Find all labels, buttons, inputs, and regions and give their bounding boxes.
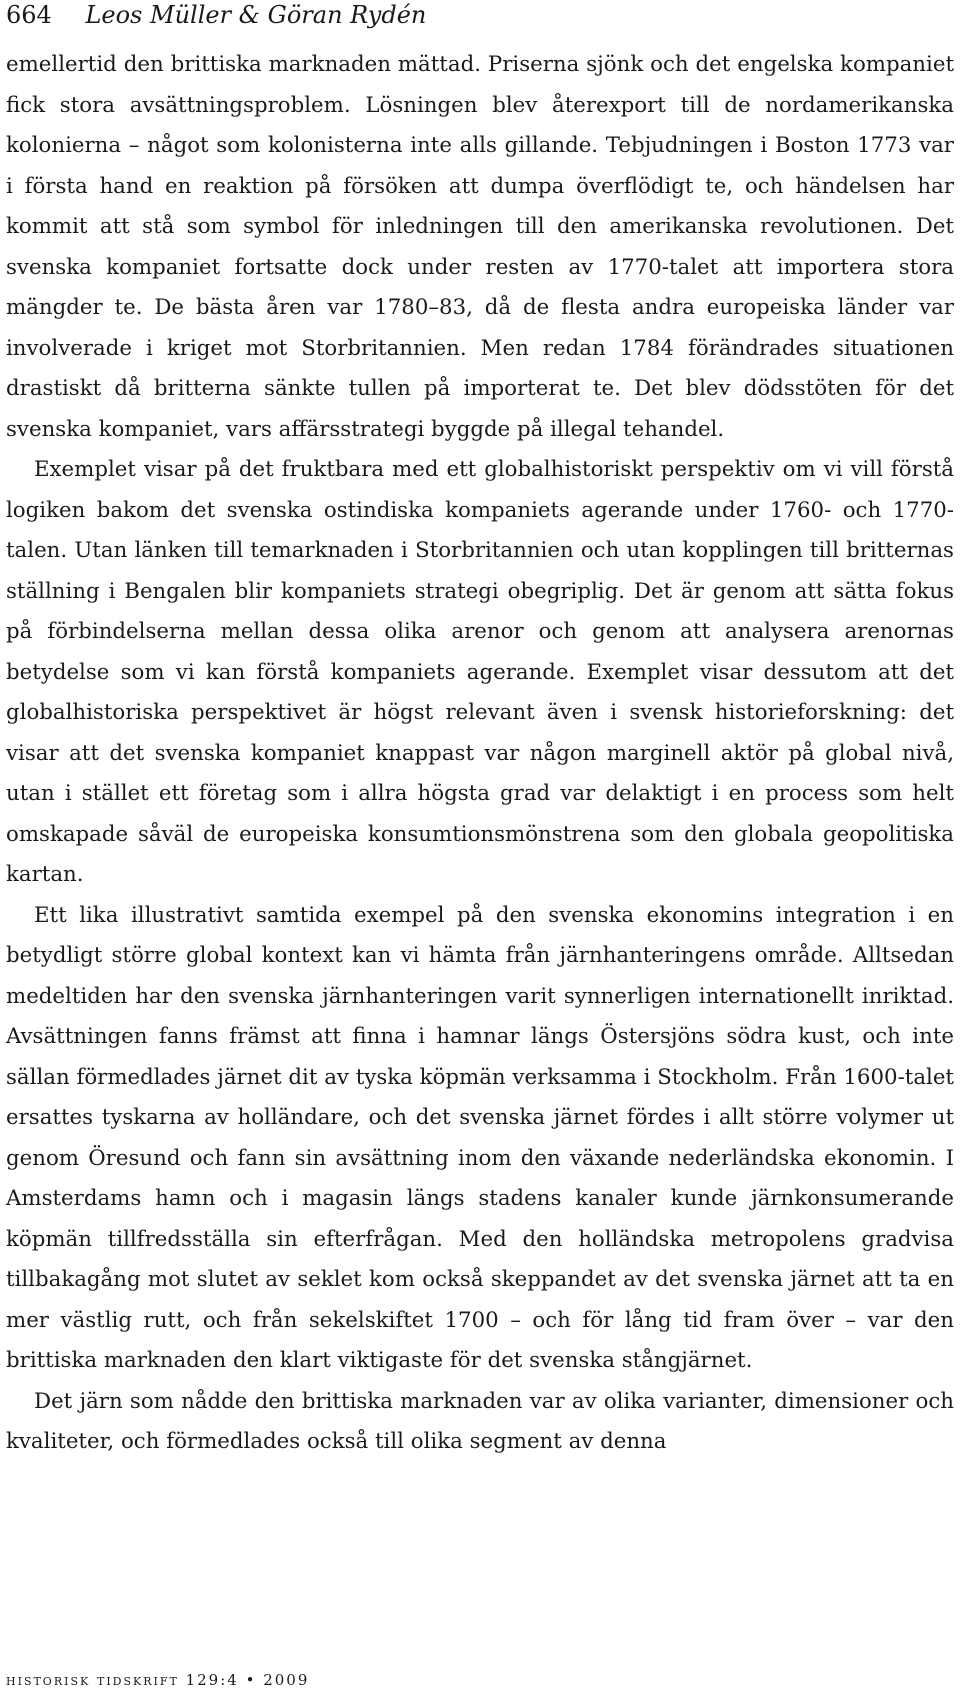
paragraph: emellertid den brittiska marknaden mättad. Priserna sjönk och det engelska kompaniet fick stora avsättningsproblem. Lösningen blev återexport till de nordamerikanska kolonierna – något som kolonisterna inte alls gillande. Tebjudningen i Boston 1773 var i första hand en reaktion på försöken att dumpa överflödigt te, och händelsen har kommit att stå som symbol för inledningen till den amerikanska revolutionen. Det svenska kompaniet fortsatte dock under resten av 1770-talet att importera stora mängder te. De bästa åren var 1780–83, då de flesta andra europeiska länder var involverade i kriget mot Storbritannien. Men redan 1784 förändrades situationen drastiskt då britterna sänkte tullen på importerat te. Det blev dödsstöten för det svenska kompaniet, vars affärsstrategi byggde på illegal tehandel. [6,52,954,442]
paragraph: Ett lika illustrativt samtida exempel på den svenska ekonomins integration i en betydligt större global kontext kan vi hämta från järnhanteringens område. Alltsedan medeltiden har den svenska järnhanteringen varit synnerligen internationellt inriktad. Avsättningen fanns främst att finna i hamnar längs Östersjöns södra kust, och inte sällan förmedlades järnet dit av tyska köpmän verksamma i Stockholm. Från 1600-talet ersattes tyskarna av holländare, och det svenska järnet fördes i allt större volymer ut genom Öresund och fann sin avsättning inom den växande nederländska ekonomin. I Amsterdams hamn och i magasin längs stadens kanaler kunde järnkonsumerande köpmän tillfredsställa sin efterfrågan. Med den holländska metropolens gradvisa tillbakagång mot slutet av seklet kom också skeppandet av det svenska järnet att ta en mer västlig rutt, och från sekelskiftet 1700 – och för lång tid fram över – var den brittiska marknaden den klart viktigaste för det svenska stångjärnet. [6,902,954,1373]
running-header-authors: Leos Müller & Göran Rydén [85,1,427,29]
article-body [6,45,954,1463]
paragraph: Exemplet visar på det fruktbara med ett globalhistoriskt perspektiv om vi vill förstå logiken bakom det svenska ostindiska kompaniets agerande under 1760- och 1770-talen. Utan länken till temarknaden i Storbritannien och utan kopplingen till britternas ställning i Bengalen blir kompaniets strategi obegriplig. Det är genom att sätta fokus på förbindelserna mellan dessa olika arenor och genom att analysera arenornas betydelse som vi kan förstå kompaniets agerande. Exemplet visar dessutom att det globalhistoriska perspektivet är högst relevant även i svensk historieforskning: det visar att det svenska kompaniet knappast var någon marginell aktör på global nivå, utan i stället ett företag som i allra högsta grad var delaktigt i en process som helt omskapade såväl de europeiska konsumtionsmönstrena som den globala geopolitiska kartan. [6,457,954,887]
paragraph: Det järn som nådde den brittiska marknaden var av olika varianter, dimensioner och kvaliteter, och förmedlades också till olika segment av denna [6,1388,954,1454]
page-number: 664 [6,1,52,29]
journal-footer: historisk tidskrift 129:4 • 2009 [6,1671,310,1689]
running-header [6,0,426,30]
